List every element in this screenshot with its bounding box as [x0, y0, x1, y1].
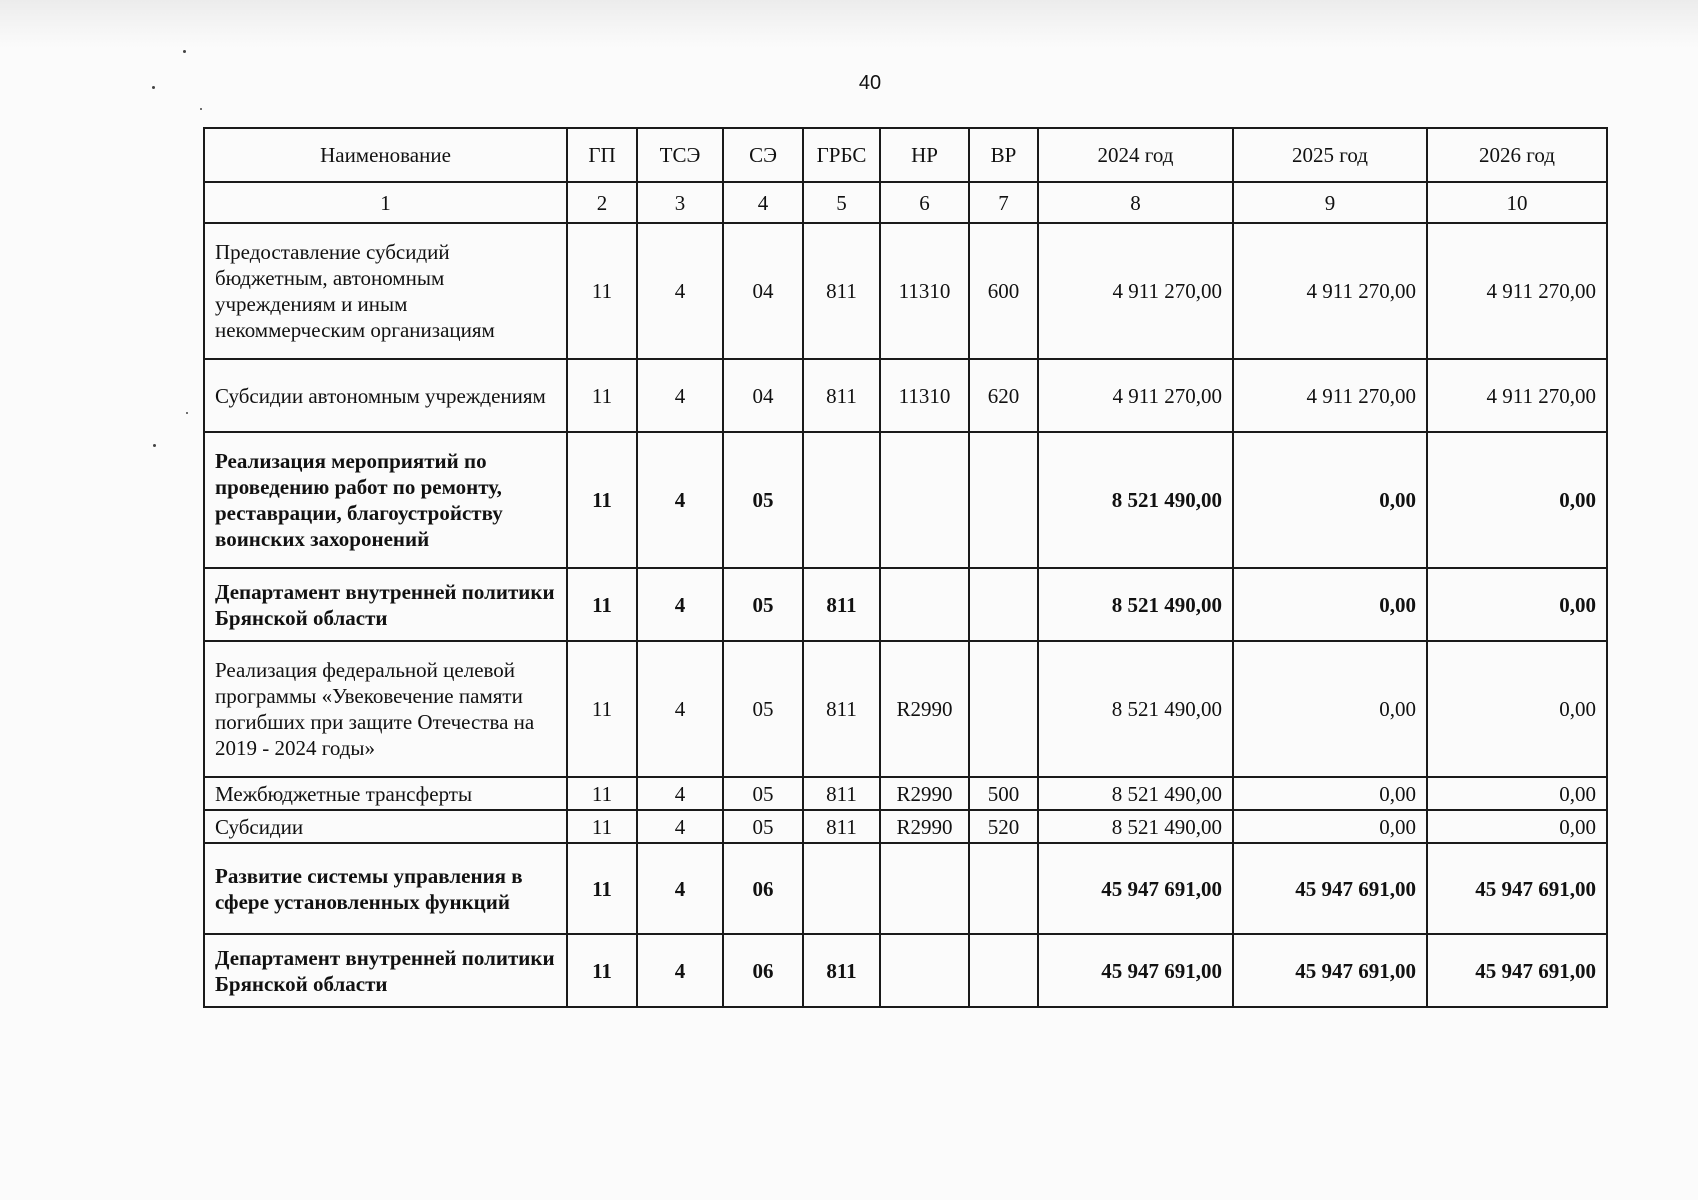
cell-gp: 11 — [567, 810, 637, 843]
cell-vr — [969, 432, 1038, 568]
budget-table — [203, 127, 1608, 1008]
cell-grbs — [803, 432, 880, 568]
table-row — [204, 777, 1607, 810]
amount-2025: 4 911 270,00 — [1233, 359, 1427, 432]
header-2024: 2024 год — [1038, 128, 1233, 182]
cell-gp: 11 — [567, 934, 637, 1007]
column-number: 2 — [567, 182, 637, 223]
cell-se: 05 — [723, 777, 803, 810]
column-number-row — [204, 182, 1607, 223]
cell-gp: 11 — [567, 641, 637, 777]
amount-2025: 4 911 270,00 — [1233, 223, 1427, 359]
row-name: Предоставление субсидий бюджетным, автономным учреждениям и иным некоммерческим организациям — [204, 223, 567, 359]
column-number: 7 — [969, 182, 1038, 223]
cell-gp: 11 — [567, 432, 637, 568]
table-row — [204, 934, 1607, 1007]
cell-grbs: 811 — [803, 223, 880, 359]
amount-2026: 4 911 270,00 — [1427, 359, 1607, 432]
row-name: Субсидии автономным учреждениям — [204, 359, 567, 432]
header-2026: 2026 год — [1427, 128, 1607, 182]
column-number: 8 — [1038, 182, 1233, 223]
cell-grbs: 811 — [803, 568, 880, 641]
amount-2024: 45 947 691,00 — [1038, 934, 1233, 1007]
scan-speck — [153, 444, 156, 447]
cell-vr: 520 — [969, 810, 1038, 843]
cell-gp: 11 — [567, 359, 637, 432]
amount-2024: 8 521 490,00 — [1038, 568, 1233, 641]
amount-2026: 45 947 691,00 — [1427, 934, 1607, 1007]
column-number: 9 — [1233, 182, 1427, 223]
cell-grbs — [803, 843, 880, 934]
amount-2026: 0,00 — [1427, 432, 1607, 568]
header-grbs: ГРБС — [803, 128, 880, 182]
cell-se: 04 — [723, 359, 803, 432]
row-name: Реализация федеральной целевой программы «Увековечение памяти погибших при защите Отечества на 2019 - 2024 годы» — [204, 641, 567, 777]
row-name: Реализация мероприятий по проведению работ по ремонту, реставрации, благоустройству воинских захоронений — [204, 432, 567, 568]
cell-nr: 11310 — [880, 223, 969, 359]
cell-tse: 4 — [637, 843, 723, 934]
cell-nr: R2990 — [880, 641, 969, 777]
page-number: 40 — [858, 72, 882, 94]
table-row — [204, 223, 1607, 359]
cell-tse: 4 — [637, 568, 723, 641]
amount-2025: 45 947 691,00 — [1233, 934, 1427, 1007]
cell-tse: 4 — [637, 641, 723, 777]
amount-2024: 8 521 490,00 — [1038, 641, 1233, 777]
cell-grbs: 811 — [803, 934, 880, 1007]
amount-2025: 0,00 — [1233, 432, 1427, 568]
cell-se: 05 — [723, 432, 803, 568]
cell-vr — [969, 641, 1038, 777]
amount-2024: 4 911 270,00 — [1038, 359, 1233, 432]
amount-2025: 0,00 — [1233, 568, 1427, 641]
table-row — [204, 359, 1607, 432]
amount-2026: 0,00 — [1427, 641, 1607, 777]
table-row — [204, 843, 1607, 934]
cell-se: 05 — [723, 810, 803, 843]
amount-2025: 0,00 — [1233, 641, 1427, 777]
cell-se: 06 — [723, 934, 803, 1007]
amount-2024: 8 521 490,00 — [1038, 777, 1233, 810]
cell-nr — [880, 568, 969, 641]
column-number: 6 — [880, 182, 969, 223]
cell-nr — [880, 934, 969, 1007]
scan-shadow — [0, 0, 1698, 48]
header-nr: НР — [880, 128, 969, 182]
column-number: 1 — [204, 182, 567, 223]
row-name: Межбюджетные трансферты — [204, 777, 567, 810]
cell-gp: 11 — [567, 777, 637, 810]
cell-grbs: 811 — [803, 810, 880, 843]
amount-2024: 8 521 490,00 — [1038, 432, 1233, 568]
amount-2026: 0,00 — [1427, 777, 1607, 810]
cell-vr — [969, 568, 1038, 641]
cell-nr: R2990 — [880, 810, 969, 843]
scan-speck — [186, 412, 188, 414]
cell-grbs: 811 — [803, 641, 880, 777]
cell-vr: 600 — [969, 223, 1038, 359]
cell-se: 04 — [723, 223, 803, 359]
amount-2026: 4 911 270,00 — [1427, 223, 1607, 359]
cell-se: 06 — [723, 843, 803, 934]
amount-2024: 8 521 490,00 — [1038, 810, 1233, 843]
cell-tse: 4 — [637, 810, 723, 843]
scan-speck — [183, 50, 186, 53]
cell-se: 05 — [723, 568, 803, 641]
cell-gp: 11 — [567, 568, 637, 641]
cell-nr — [880, 432, 969, 568]
column-number: 4 — [723, 182, 803, 223]
header-2025: 2025 год — [1233, 128, 1427, 182]
header-name: Наименование — [204, 128, 567, 182]
amount-2025: 0,00 — [1233, 810, 1427, 843]
cell-grbs: 811 — [803, 359, 880, 432]
table-row — [204, 568, 1607, 641]
cell-tse: 4 — [637, 359, 723, 432]
column-number: 5 — [803, 182, 880, 223]
amount-2025: 0,00 — [1233, 777, 1427, 810]
amount-2025: 45 947 691,00 — [1233, 843, 1427, 934]
column-number: 3 — [637, 182, 723, 223]
cell-vr: 500 — [969, 777, 1038, 810]
amount-2024: 4 911 270,00 — [1038, 223, 1233, 359]
cell-nr: 11310 — [880, 359, 969, 432]
amount-2026: 45 947 691,00 — [1427, 843, 1607, 934]
cell-tse: 4 — [637, 934, 723, 1007]
cell-gp: 11 — [567, 843, 637, 934]
column-number: 10 — [1427, 182, 1607, 223]
row-name: Департамент внутренней политики Брянской области — [204, 568, 567, 641]
cell-vr — [969, 843, 1038, 934]
header-row — [204, 128, 1607, 182]
cell-se: 05 — [723, 641, 803, 777]
cell-grbs: 811 — [803, 777, 880, 810]
cell-tse: 4 — [637, 432, 723, 568]
cell-tse: 4 — [637, 777, 723, 810]
header-tse: ТСЭ — [637, 128, 723, 182]
scan-speck — [200, 108, 202, 110]
cell-nr — [880, 843, 969, 934]
cell-vr — [969, 934, 1038, 1007]
row-name: Развитие системы управления в сфере установленных функций — [204, 843, 567, 934]
amount-2026: 0,00 — [1427, 810, 1607, 843]
table-row — [204, 641, 1607, 777]
table-row — [204, 810, 1607, 843]
table-row — [204, 432, 1607, 568]
amount-2024: 45 947 691,00 — [1038, 843, 1233, 934]
row-name: Субсидии — [204, 810, 567, 843]
cell-nr: R2990 — [880, 777, 969, 810]
cell-vr: 620 — [969, 359, 1038, 432]
header-vr: ВР — [969, 128, 1038, 182]
amount-2026: 0,00 — [1427, 568, 1607, 641]
row-name: Департамент внутренней политики Брянской области — [204, 934, 567, 1007]
header-gp: ГП — [567, 128, 637, 182]
cell-gp: 11 — [567, 223, 637, 359]
header-se: СЭ — [723, 128, 803, 182]
cell-tse: 4 — [637, 223, 723, 359]
